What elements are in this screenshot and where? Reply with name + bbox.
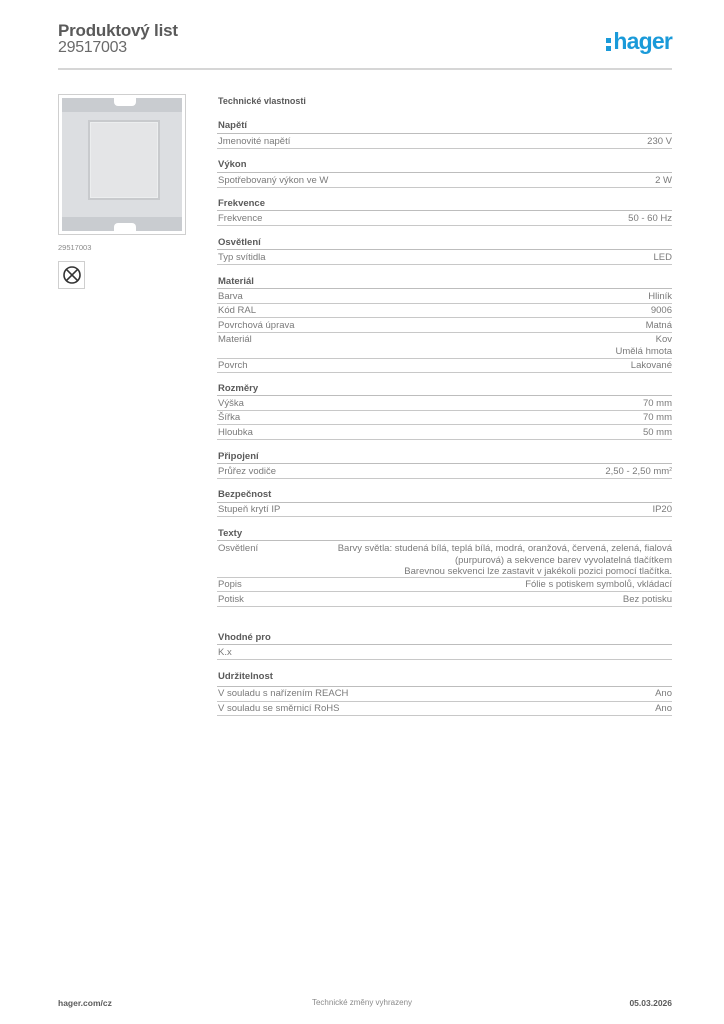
group-divider [217,210,672,211]
spec-label: Barva [218,291,243,302]
row-divider [217,701,672,702]
spec-value-line: (purpurová) a sekvence barev vyvolatelná tlačítkem [454,554,672,566]
footer-disclaimer: Technické změny vyhrazeny [311,998,413,1007]
spec-label: Materiál [218,334,252,345]
group-title-material: Materiál [218,276,254,287]
group-divider [217,540,672,541]
group-title-rozmery: Rozměry [218,383,259,394]
group-title-napeti: Napětí [218,120,248,131]
spec-label: Povrch [218,360,248,371]
spec-value: Hliník [648,291,672,302]
spec-value: Fólie s potiskem symbolů, vkládací [525,579,672,590]
row-divider [217,187,672,188]
spec-value-line: Umělá hmota [615,345,672,357]
row-divider [217,148,672,149]
row-divider [217,225,672,226]
group-divider [217,288,672,289]
spec-label: Frekvence [218,213,263,224]
row-divider [217,715,672,716]
spec-value: 50 - 60 Hz [628,213,672,224]
group-divider [217,502,672,503]
spec-label: Typ svítidla [218,252,266,263]
row-divider [217,606,672,607]
spec-value: Lakované [630,360,672,371]
group-title-pripojeni: Připojení [218,451,259,462]
footer-website-link[interactable]: hager.com/cz [58,998,112,1008]
group-divider [217,463,672,464]
spec-value: 230 V [647,136,672,147]
row-divider [217,591,672,592]
group-title-bezpecnost: Bezpečnost [218,489,272,500]
spec-value [605,466,672,478]
lamp-symbol-icon [62,265,82,285]
spec-label: V souladu se směrnicí RoHS [218,703,340,714]
spec-label: V souladu s nařízením REACH [218,688,349,699]
row-divider [217,410,672,411]
spec-value: 70 mm [642,412,672,423]
row-divider [217,317,672,318]
spec-label: Jmenovité napětí [218,136,291,147]
spec-label: K.x [218,647,232,658]
spec-label: Šířka [218,412,241,423]
group-title-vykon: Výkon [218,159,247,170]
group-divider [217,395,672,396]
row-divider [217,332,672,333]
spec-value: Matná [645,320,672,331]
row-divider [217,439,672,440]
row-divider [217,478,672,479]
row-divider [217,516,672,517]
product-face [88,120,160,200]
spec-value-line: Barevnou sekvenci lze zastavit v jakékoli pozici pomocí tlačítka. [404,566,672,578]
spec-value: Ano [655,703,672,714]
row-divider [217,358,672,359]
spec-label: Spotřebovaný výkon ve W [218,175,329,186]
group-divider [217,249,672,250]
row-divider [217,659,672,660]
spec-value: Ano [655,688,672,699]
lamp-symbol-box [58,261,85,289]
spec-label: Povrchová úprava [218,320,295,331]
spec-value: Bez potisku [622,594,672,605]
footer-date: 05.03.2026 [629,998,672,1008]
spec-value: 70 mm [642,398,672,409]
spec-value: 9006 [650,305,672,316]
spec-label: Kód RAL [218,305,257,316]
group-divider [217,686,672,687]
group-title-texty: Texty [218,528,243,539]
group-title-udrzitelnost: Udržitelnost [218,671,273,682]
group-divider [217,172,672,173]
spec-label: Osvětlení [218,543,259,554]
spec-label: Hloubka [218,427,253,438]
hager-logo [606,28,672,55]
specs-title: Technické vlastnosti [218,96,306,106]
group-title-osvetleni: Osvětlení [218,237,261,248]
logo-text: hager [613,28,672,54]
spec-label: Popis [218,579,242,590]
spec-value-text: 2,50 - 2,50 mm [605,466,670,477]
spec-label: Průřez vodiče [218,466,277,477]
header-divider [58,68,672,70]
product-number: 29517003 [58,39,127,56]
spec-label: Výška [218,398,244,409]
spec-value-multiline [338,543,672,578]
row-divider [217,303,672,304]
spec-value-line: Kov [655,334,672,345]
spec-label: Stupeň krytí IP [218,504,281,515]
group-title-vhodne-pro: Vhodné pro [218,632,271,643]
group-divider [217,133,672,134]
row-divider [217,577,672,578]
spec-label: Potisk [218,594,244,605]
unit-superscript: 2 [669,467,672,473]
image-caption: 29517003 [58,243,92,252]
spec-value: IP20 [652,504,672,515]
product-image [58,94,186,235]
group-title-frekvence: Frekvence [218,198,266,209]
product-plate-graphic [62,98,182,231]
group-divider [217,644,672,645]
spec-value: 2 W [655,175,672,186]
spec-value-multiline [616,334,673,357]
spec-value: LED [653,252,672,263]
row-divider [217,264,672,265]
spec-value: 50 mm [642,427,672,438]
page-title: Produktový list [58,21,178,40]
row-divider [217,372,672,373]
row-divider [217,424,672,425]
spec-value-line: Barvy světla: studená bílá, teplá bílá, modrá, oranžová, červená, zelená, fialová [337,543,672,554]
